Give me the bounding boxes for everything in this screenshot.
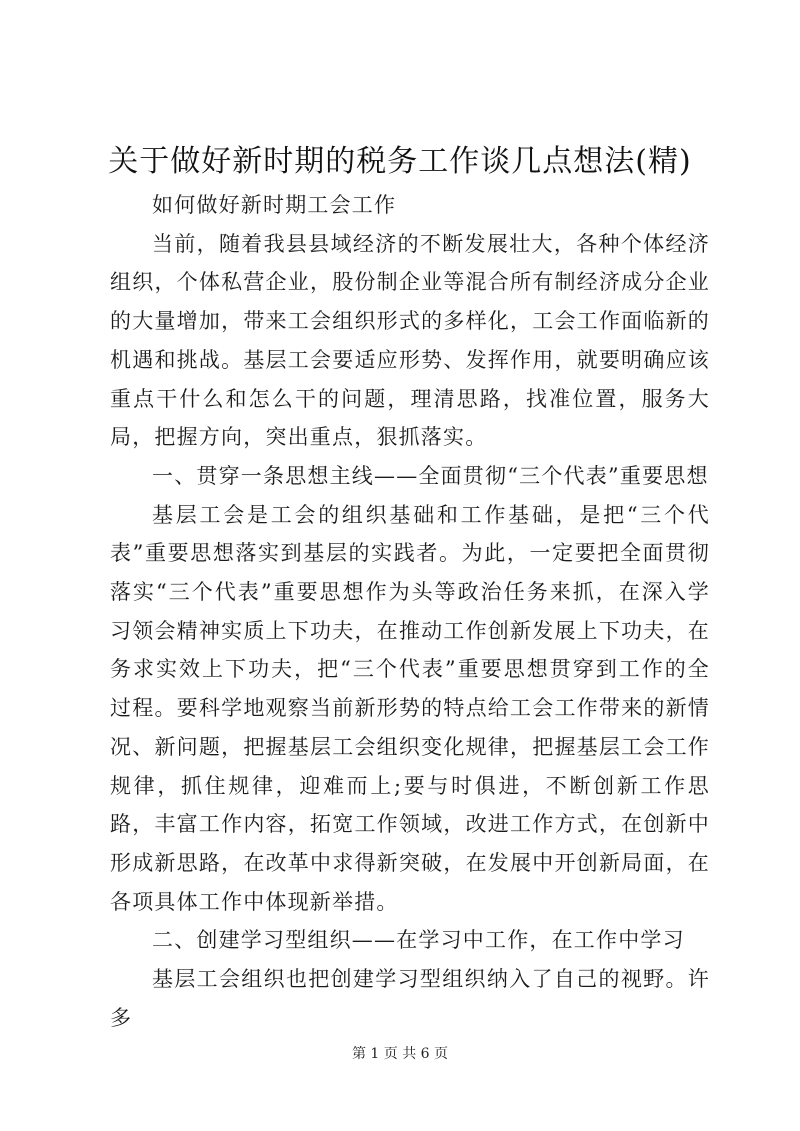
paragraph-subtitle: 如何做好新时期工会工作 bbox=[152, 193, 397, 217]
page-footer: 第 1 页 共 6 页 bbox=[351, 1046, 449, 1062]
section-heading-2: 二、创建学习型组织——在学习中工作，在工作中学习 bbox=[152, 928, 685, 953]
paragraph-intro: 当前，随着我县县域经济的不断发展壮大，各种个体经济组织，个体私营企业，股份制企业等混合所有制经济成分企业的大量增加，带来工会组织形式的多样化，工会工作面临新的机遇和挑战。基层工会要适应形势、发挥作用，就要明确应该重点干什么和怎么干的问题，理清思路，找准位置，服务大局，把握方向，突出重点，狠抓落实。 bbox=[110, 231, 710, 450]
paragraph-section-2: 基层工会组织也把创建学习型组织纳入了自己的视野。许多 bbox=[110, 967, 710, 1030]
document-title: 关于做好新时期的税务工作谈几点想法(精) bbox=[108, 144, 692, 179]
document-body bbox=[110, 186, 710, 1037]
section-heading-1: 一、贯穿一条思想主线——全面贯彻“三个代表”重要思想 bbox=[152, 463, 709, 488]
paragraph-section-1: 基层工会是工会的组织基础和工作基础，是把“三个代表”重要思想落实到基层的实践者。为此，一定要把全面贯彻落实“三个代表”重要思想作为头等政治任务来抓，在深入学习领会精神实质上下功夫，在推动工作创新发展上下功夫，在务求实效上下功夫，把“三个代表”重要思想贯穿到工作的全过程。要科学地观察当前新形势的特点给工会工作带来的新情况、新问题，把握基层工会组织变化规律，把握基层工会工作规律，抓住规律，迎难而上;要与时俱进，不断创新工作思路，丰富工作内容，拓宽工作领域，改进工作方式，在创新中形成新思路，在改革中求得新突破，在发展中开创新局面，在各项具体工作中体现新举措。 bbox=[110, 502, 710, 914]
